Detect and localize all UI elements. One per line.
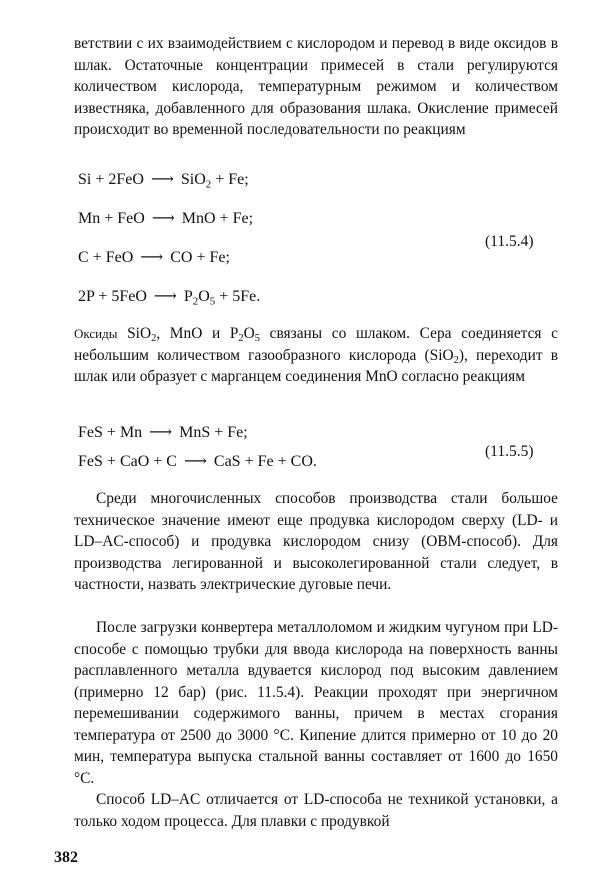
methods-paragraph: Среди многочисленных способов производства стали большое техническое значение имеют еще продувка кислородом сверху (LD- и LD–AC-способ) и продувка кислородом снизу (OBM-способ). Для производства легированной и высоколегированной стали следует, в частности, назвать электрические дуговые печи. (74, 490, 558, 593)
equation-number-11-5-4: (11.5.4) (485, 233, 534, 250)
ld-process-paragraph: После загрузки конвертера металлоломом и жидким чугуном при LD-способе с помощью трубки для ввода кислорода на поверхность ванны расплавленного металла вдувается кислород под высоким давлением (примерно 12 бар) (рис. 11.5.4). Реакции проходят при энергичном перемешивании содержимого ванны, причем в местах сгорания температура от 2500 до 3000 °С. Кипение длится примерно от 10 до 20 мин, температура выпуска стальной ванны составляет от 1600 до 1650 °С. (74, 619, 558, 787)
ld-ac-paragraph: Способ LD–AC отличается от LD-способа не техникой установки, а только ходом процесса. Для плавки с продувкой (74, 791, 558, 830)
equation-number-11-5-5: (11.5.5) (485, 443, 534, 460)
equation-fes-cao: FeS + CaO + C ⟶ CaS + Fe + CO. (78, 453, 317, 470)
reaction-arrow-icon: ⟶ (140, 249, 164, 266)
equation-fes-mn: FeS + Mn ⟶ MnS + Fe; (78, 424, 248, 441)
page-number: 382 (54, 849, 78, 866)
equation-si-oxidation: Si + 2FeO ⟶ SiO$_2$ + Fe; (78, 171, 249, 191)
oxides-paragraph: Оксиды SiO$_2$, MnO и $P_2O_5$ связаны со шлаком. Сера соединяется с небольшим количеством газообразного кислорода (SiO$_2$), переходит в шлак или образует с марганцем соединения MnO согласно реакциям (74, 325, 558, 385)
intro-paragraph: ветствии с их взаимодействием с кислородом и перевод в виде оксидов в шлак. Остаточные концентрации примесей в стали регулируются количеством кислорода, температурным режимом и количеством известняка, добавленного для образования шлака. Окисление примесей происходит во временной последовательности по реакциям (74, 35, 558, 138)
equation-p-oxidation: 2P + 5FeO ⟶ $P_2O_5 + 5Fe$. (78, 288, 261, 308)
equation-mn-oxidation: Mn + FeO ⟶ MnO + Fe; (78, 210, 254, 227)
reaction-arrow-icon: ⟶ (151, 210, 175, 227)
reaction-arrow-icon: ⟶ (183, 453, 207, 470)
equation-c-oxidation: C + FeO ⟶ CO + Fe; (78, 249, 230, 266)
reaction-arrow-icon: ⟶ (153, 288, 177, 305)
reaction-arrow-icon: ⟶ (149, 424, 173, 441)
reaction-arrow-icon: ⟶ (150, 171, 174, 188)
